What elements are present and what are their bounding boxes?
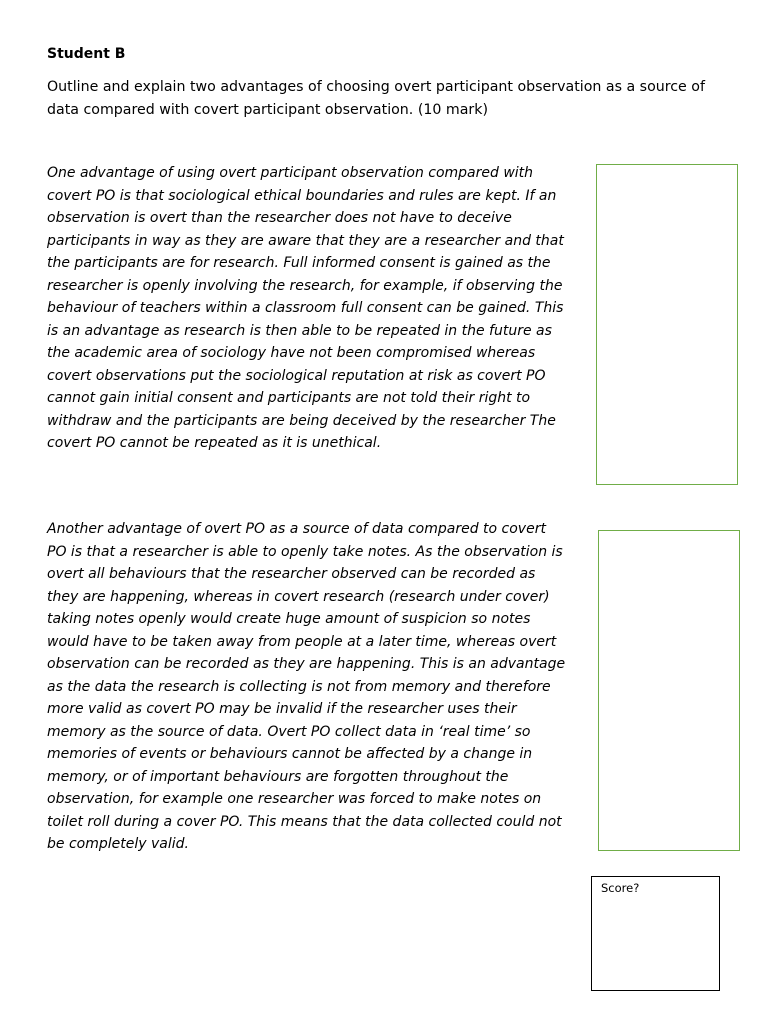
answer-paragraph-1: One advantage of using overt participant observation compared with covert PO is that sociological ethical boundaries and rules are kept. If an observation is overt than the researcher does not have to deceive participants in way as they are aware that they are a researcher and that the participants are for research. Full informed consent is gained as the researcher is openly involving the research, for example, if observing the behaviour of teachers within a classroom full consent can be gained. This is an advantage as research is then able to be repeated in the future as the academic area of sociology have not been compromised whereas covert observations put the sociological reputation at risk as covert PO cannot gain initial consent and participants are not told their right to withdraw and the participants are being deceived by the researcher The covert PO cannot be repeated as it is unethical. (47, 165, 564, 451)
marking-box-2 (598, 530, 740, 851)
score-label: Score? (601, 881, 640, 895)
student-heading: Student B (47, 46, 126, 62)
question-text: Outline and explain two advantages of choosing overt participant observation as a source of data compared with covert participant observation. (10 mark) (47, 79, 705, 118)
marking-box-1 (596, 164, 738, 485)
score-box (591, 876, 720, 991)
answer-paragraph-2: Another advantage of overt PO as a source of data compared to covert PO is that a researcher is able to openly take notes. As the observation is overt all behaviours that the researcher observed can be recorded as they are happening, whereas in covert research (research under cover) taking notes openly would create huge amount of suspicion so notes would have to be taken away from people at a later time, whereas overt observation can be recorded as they are happening. This is an advantage as the data the research is collecting is not from memory and therefore more valid as covert PO may be invalid if the researcher uses their memory as the source of data. Overt PO collect data in ‘real time’ so memories of events or behaviours cannot be affected by a change in memory, or of important behaviours are forgotten throughout the observation, for example one researcher was forced to make notes on toilet roll during a cover PO. This means that the data collected could not be completely valid. (47, 521, 566, 852)
